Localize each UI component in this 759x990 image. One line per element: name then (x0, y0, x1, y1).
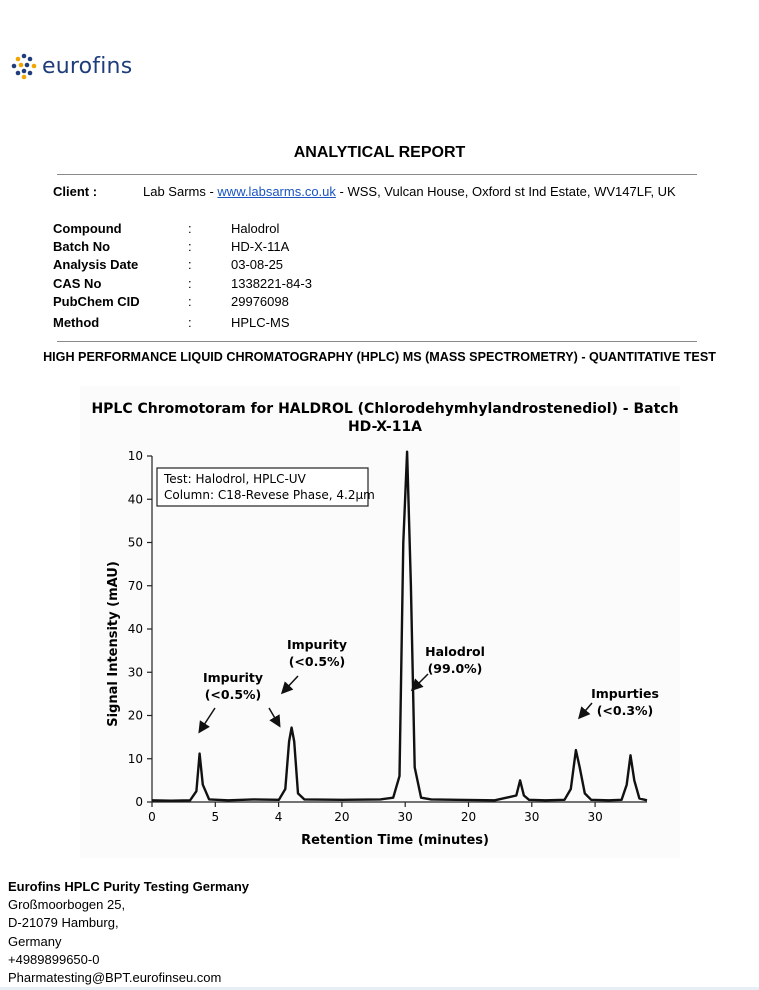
y-tick-label: 40 (127, 492, 143, 507)
logo-text: eurofins (42, 53, 133, 79)
x-tick-label: 5 (211, 810, 220, 824)
meta-colon: : (188, 275, 192, 291)
meta-value: 29976098 (231, 293, 289, 309)
annotation-label: Impurties (591, 686, 659, 701)
meta-row-method (53, 313, 312, 331)
meta-label: Batch No (53, 238, 111, 254)
annotation-arrow (269, 708, 279, 725)
chart-title-line2: HD-X-11A (347, 419, 423, 435)
meta-value: 03-08-25 (231, 257, 284, 273)
eurofins-logo (10, 52, 132, 80)
annotation-label: (<0.5%) (204, 687, 262, 702)
footer-org-name: Eurofins HPLC Purity Testing Germany (8, 879, 250, 894)
meta-label: Analysis Date (53, 257, 139, 273)
client-prefix: Lab Sarms - (143, 184, 218, 199)
meta-label: Method (53, 315, 100, 331)
x-tick-label: 30 (587, 810, 603, 824)
annotation-label: Impurity (202, 670, 264, 685)
annotation-label: Halodrol (425, 644, 485, 659)
meta-value: Halodrol (231, 220, 280, 236)
x-tick-label: 20 (334, 810, 350, 824)
y-tick-label: 30 (127, 665, 143, 680)
annotation-label: Impurity (286, 637, 348, 652)
y-axis-label: Signal Intensity (mAU) (106, 561, 121, 727)
x-tick-label: 0 (148, 810, 156, 824)
client-label: Client : (53, 184, 98, 199)
legend-line: Test: Halodrol, HPLC-UV (164, 472, 306, 486)
footer-email: Pharmatesting@BPT.eurofinseu.com (8, 970, 222, 986)
x-axis-label: Retention Time (minutes) (301, 833, 489, 848)
footer-address (8, 878, 249, 987)
annotation-label: (<0.3%) (596, 703, 654, 718)
meta-colon: : (188, 220, 192, 236)
meta-colon: : (188, 315, 192, 331)
meta-label: Compound (53, 220, 122, 236)
meta-row-compound (53, 219, 312, 237)
divider-bottom (57, 341, 697, 342)
annotation-label: (<0.5%) (288, 654, 346, 669)
meta-value: HD-X-11A (231, 238, 290, 254)
y-tick-label: 0 (135, 795, 143, 809)
client-row (53, 184, 753, 199)
footer-country: Germany (8, 933, 62, 949)
client-value (143, 184, 676, 199)
annotation-arrow (200, 708, 215, 731)
section-title: HIGH PERFORMANCE LIQUID CHROMATOGRAPHY (HPLC) MS (MASS SPECTROMETRY) - QUANTITATIVE TEST (43, 350, 716, 364)
footer-phone: +4989899650-0 (8, 951, 100, 967)
annotation-arrow (413, 674, 428, 689)
chromatogram-chart (80, 386, 680, 858)
client-website-link[interactable]: www.labsarms.co.uk (217, 184, 336, 199)
divider-top (57, 174, 697, 175)
x-tick-label: 20 (460, 810, 477, 824)
meta-row-batch (53, 237, 312, 255)
y-tick-label: 70 (127, 578, 143, 593)
footer-street: Großmoorbogen 25, (8, 897, 126, 913)
chart-title-line1: HPLC Chromotoram for HALDROL (Chlorodehymhylandrostenediol) - Batch (91, 401, 679, 417)
footer-city: D-21079 Hamburg, (8, 915, 119, 931)
y-tick-label: 10 (127, 449, 143, 463)
meta-label: CAS No (53, 275, 102, 291)
annotation-label: (99.0%) (427, 661, 483, 676)
meta-label: PubChem CID (53, 293, 140, 309)
chromatogram-svg (80, 386, 680, 858)
meta-row-pubchem (53, 292, 312, 310)
annotation-arrow (580, 703, 592, 717)
meta-row-date (53, 256, 312, 274)
report-meta (53, 219, 312, 332)
y-tick-label: 20 (127, 708, 143, 723)
meta-row-cas (53, 274, 312, 292)
meta-colon: : (188, 293, 192, 309)
client-suffix: - WSS, Vulcan House, Oxford st Ind Estate, WV147LF, UK (335, 184, 676, 199)
chart-legend (157, 468, 375, 506)
x-tick-label: 4 (274, 810, 283, 824)
y-tick-label: 50 (127, 535, 143, 550)
x-tick-label: 30 (524, 810, 540, 824)
meta-value: 1338221-84-3 (231, 275, 312, 291)
chart-annotations (200, 637, 659, 731)
meta-value: HPLC-MS (231, 315, 290, 331)
meta-colon: : (188, 257, 192, 273)
eurofins-dots-icon (10, 52, 38, 80)
meta-colon: : (188, 238, 192, 254)
y-tick-label: 10 (127, 751, 143, 766)
y-tick-label: 40 (127, 622, 143, 636)
annotation-arrow (283, 676, 298, 692)
report-title: ANALYTICAL REPORT (293, 144, 466, 161)
x-tick-label: 30 (397, 810, 413, 824)
legend-line: Column: C18-Revese Phase, 4.2µm (164, 488, 375, 502)
